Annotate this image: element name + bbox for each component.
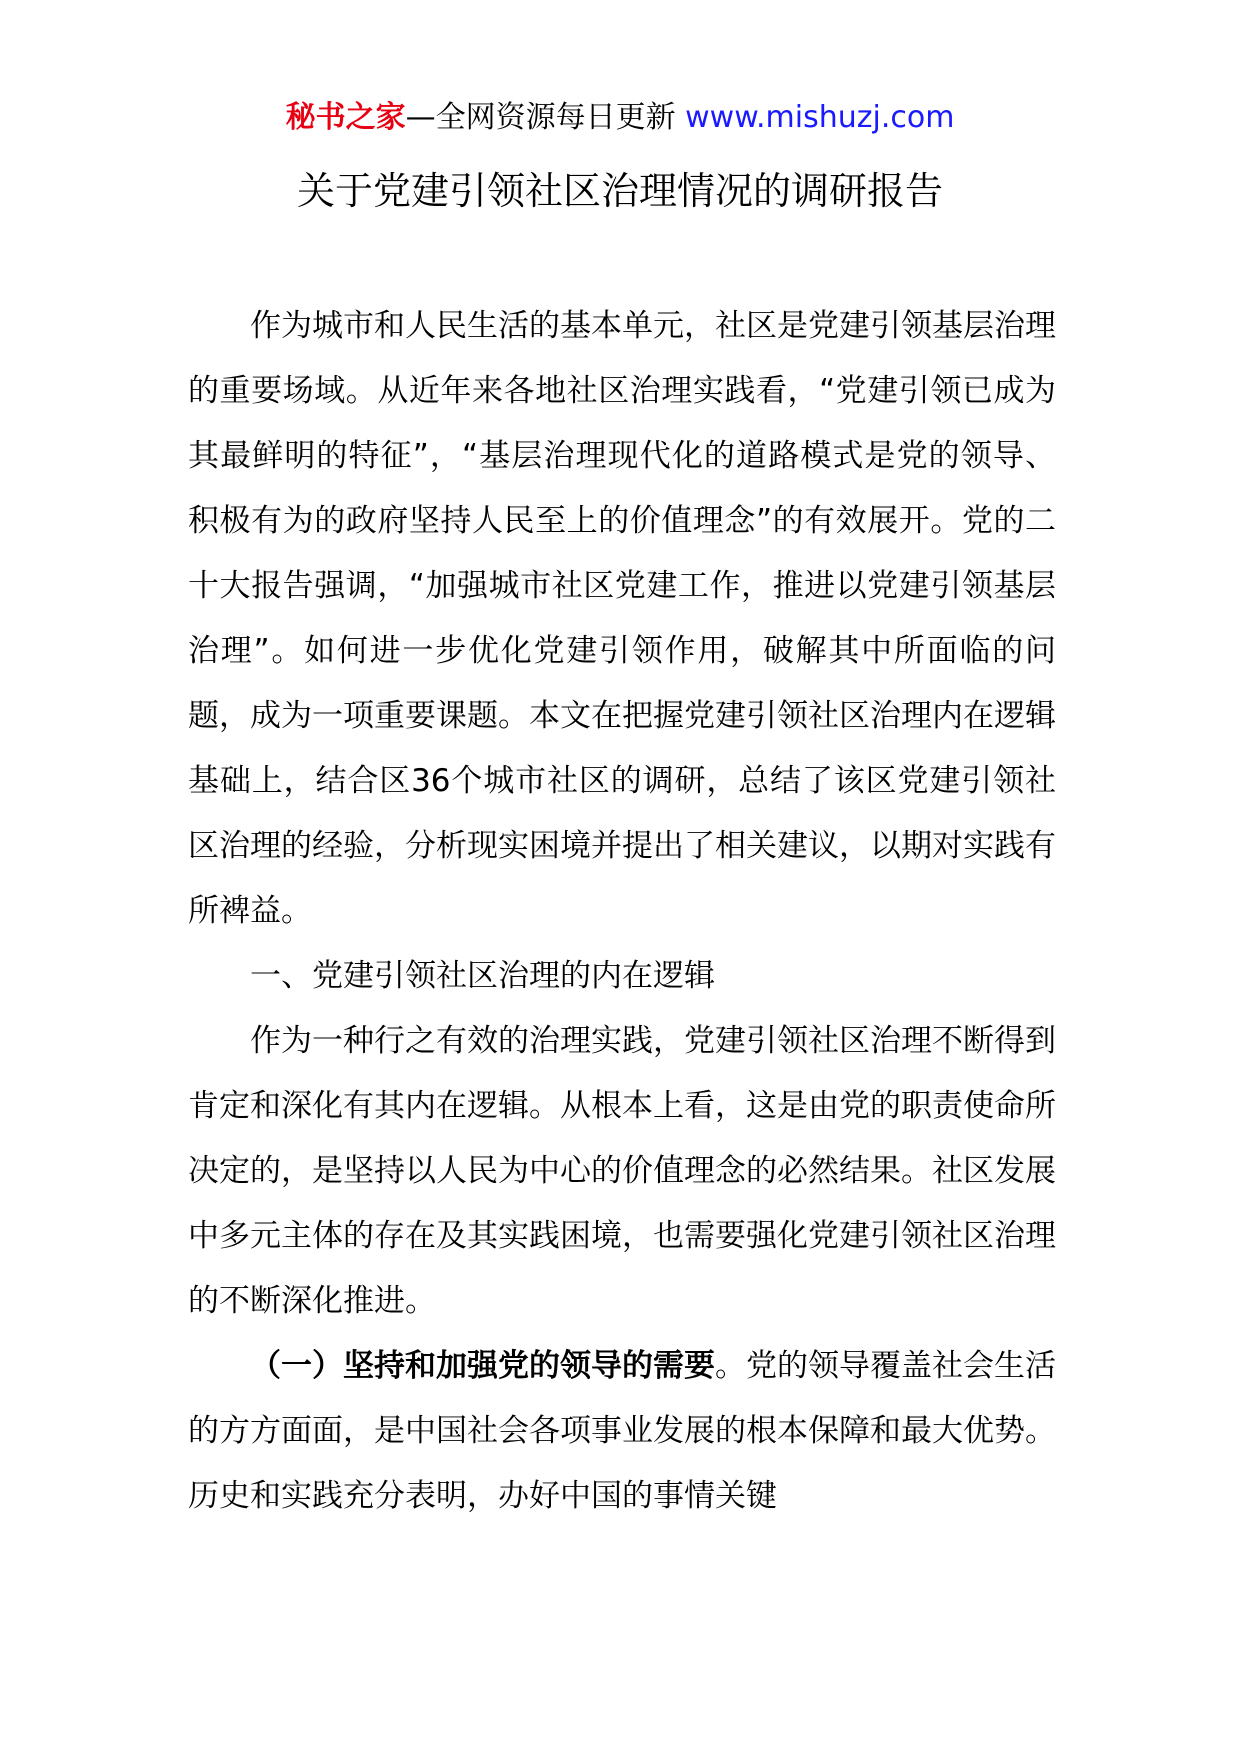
site-url-link[interactable]: www.mishuzj.com [685,100,955,135]
paragraph-subsection-1 [188,1334,1056,1529]
document-title: 关于党建引领社区治理情况的调研报告 [296,169,943,213]
site-brand: 秘书之家 [285,100,406,135]
section-heading-1: 一、党建引领社区治理的内在逻辑 [250,958,715,994]
site-header [0,98,1240,138]
subsection-heading-1: （一）坚持和加强党的领导的需要 [250,1348,715,1384]
paragraph-intro: 作为城市和人民生活的基本单元，社区是党建引领基层治理的重要场域。从近年来各地社区治理实践看，“党建引领已成为其最鲜明的特征”，“基层治理现代化的道路模式是党的领导、积极有为的政府坚持人民至上的价值理念”的有效展开。党的二十大报告强调，“加强城市社区党建工作，推进以党建引领基层治理”。如何进一步优化党建引领作用，破解其中所面临的问题，成为一项重要课题。本文在把握党建引领社区治理内在逻辑基础上，结合区36个城市社区的调研，总结了该区党建引领社区治理的经验，分析现实困境并提出了相关建议，以期对实践有所裨益。 [188,308,1056,929]
subsection-text-1: 。党的领导覆盖社会生活的方方面面，是中国社会各项事业发展的根本保障和最大优势。历史和实践充分表明，办好中国的事情关键 [188,1348,1056,1514]
paragraph-section-1: 作为一种行之有效的治理实践，党建引领社区治理不断得到肯定和深化有其内在逻辑。从根本上看，这是由党的职责使命所决定的，是坚持以人民为中心的价值理念的必然结果。社区发展中多元主体的存在及其实践困境，也需要强化党建引领社区治理的不断深化推进。 [188,1023,1056,1319]
document-body [188,294,1056,1529]
site-tagline: —全网资源每日更新 [405,100,676,135]
